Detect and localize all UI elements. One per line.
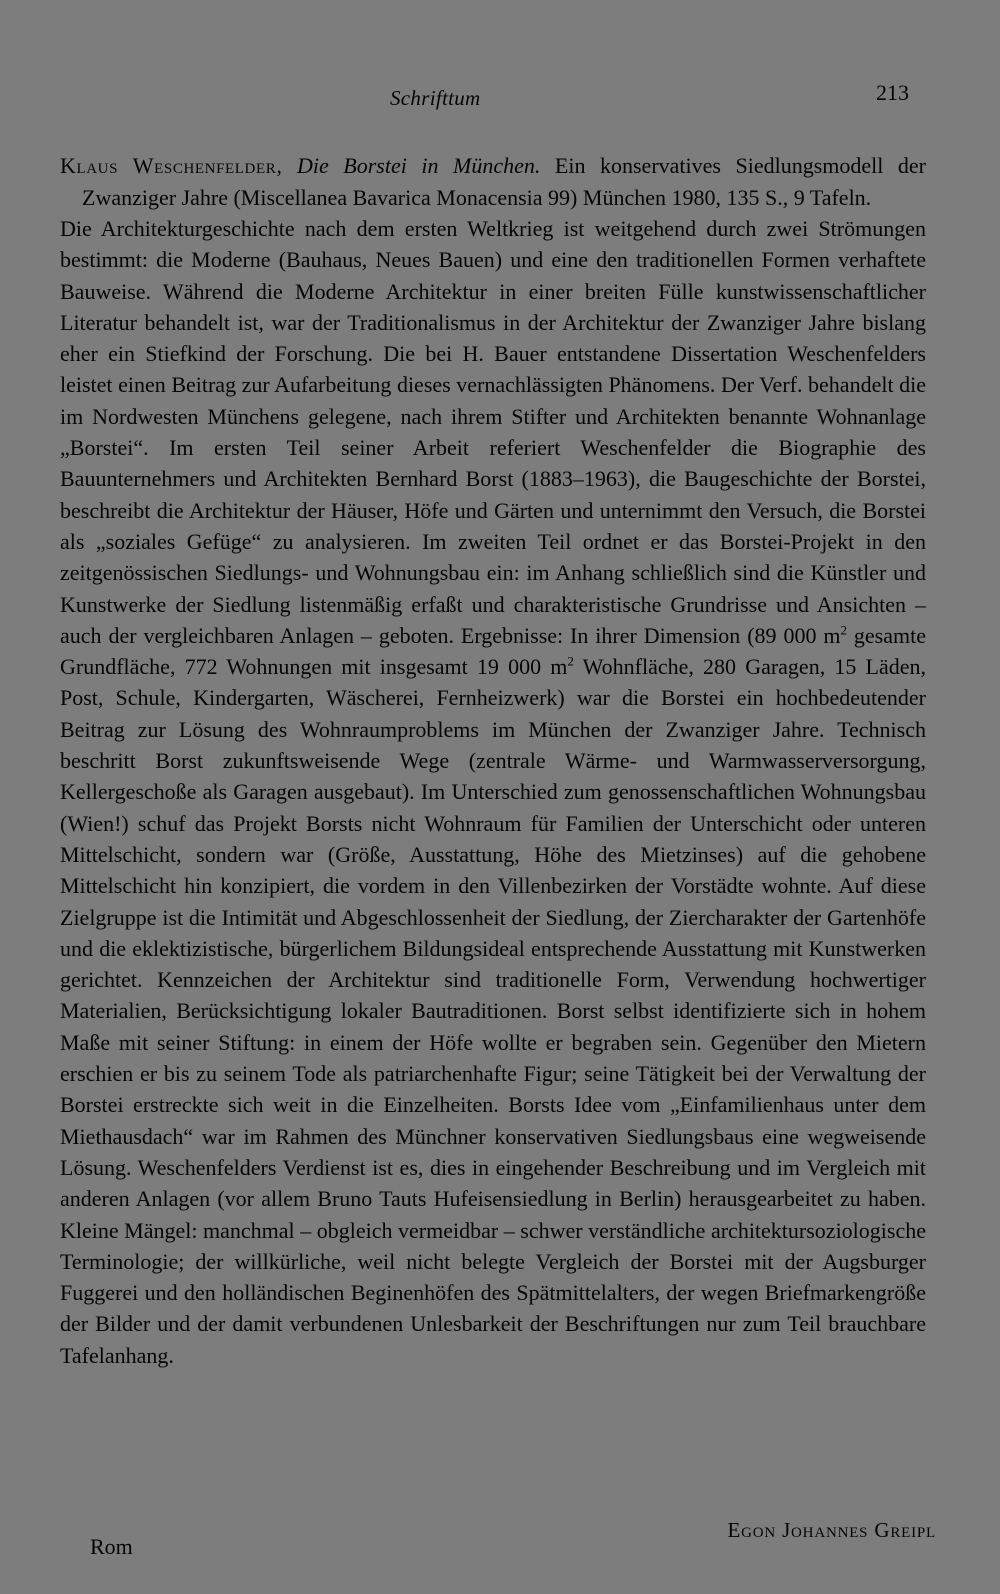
review-signature — [60, 1518, 936, 1559]
reviewer-location: Rom — [90, 1534, 133, 1559]
book-review — [60, 150, 926, 1371]
running-title: Schrifttum — [390, 86, 481, 110]
running-header — [0, 80, 1000, 116]
review-body-part-1: Die Architekturgeschichte nach dem ersten Weltkrieg ist weitgehend durch zwei Strömungen bestimmt: die Moderne (Bauhaus, Neues Bauen) und eine den traditionellen Formen verhaftete Bauweise. Während die Moderne Architektur in einer breiten Fülle kunstwissenschaftlicher Literatur behandelt ist, war der Traditionalismus in der Architektur der Zwanziger Jahre bislang eher ein Stiefkind der Forschung. Die bei H. Bauer entstandene Dissertation Weschenfelders leistet einen Beitrag zur Aufarbeitung dieses vernachlässigten Phänomens. Der Verf. behandelt die im Nordwesten Münchens gelegene, nach ihrem Stifter und Architekten benannte Wohnanlage „Borstei“. Im ersten Teil seiner Arbeit referiert Weschenfelder die Biographie des Bauunternehmers und Architekten Bernhard Borst (1883–1963), die Baugeschichte der Borstei, beschreibt die Architektur der Häuser, Höfe und Gärten und unternimmt den Versuch, die Borstei als „soziales Gefüge“ zu analysieren. Im zweiten Teil ordnet er das Borstei-Projekt in den zeitgenössischen Siedlungs- und Wohnungsbau ein: im Anhang schließlich sind die Künstler und Kunstwerke der Siedlung listenmäßig erfaßt und charakteristische Grundrisse und Ansichten – auch der vergleichbaren Anlagen – geboten. Ergebnisse: In ihrer Dimension (89 000 m — [60, 216, 926, 648]
review-body — [60, 213, 926, 1371]
page-number: 213 — [876, 80, 909, 105]
reviewer-name: Egon Johannes Greipl — [727, 1518, 936, 1542]
review-body-part-3: Wohnfläche, 280 Garagen, 15 Läden, Post, Schule, Kindergarten, Wäscherei, Fernheizwerk) war die Borstei ein hochbedeutender Beitrag zur Lösung des Wohnraumproblems im München der Zwanziger Jahre. Technisch beschritt Borst zukunftsweisende Wege (zentrale Wärme- und Warmwasserversorgung, Kellergeschoße als Garagen ausgebaut). Im Unterschied zum genossenschaftlichen Wohnungsbau (Wien!) schuf das Projekt Borsts nicht Wohnraum für Familien der Unterschicht oder unteren Mittelschicht, sondern war (Größe, Ausstattung, Höhe des Mietzinses) auf die gehobene Mittelschicht hin konzipiert, die vordem in den Villenbezirken der Vorstädte wohnte. Auf diese Zielgruppe ist die Intimität und Abgeschlossenheit der Siedlung, der Ziercharakter der Gartenhöfe und die eklektizistische, bürgerlichem Bildungsideal entsprechende Ausstattung mit Kunstwerken gerichtet. Kennzeichen der Architektur sind traditionelle Form, Verwendung hochwertiger Materialien, Berücksichtigung lokaler Bautraditionen. Borst selbst identifizierte sich in hohem Maße mit seiner Stiftung: in einem der Höfe wollte er begraben sein. Gegenüber den Mietern erschien er bis zu seinem Tode als patriarchenhafte Figur; seine Tätigkeit bei der Verwaltung der Borstei erstreckte sich weit in die Einzelheiten. Borsts Idee vom „Einfamilienhaus unter dem Miethausdach“ war im Rahmen des Münchner konservativen Siedlungsbaus eine wegweisende Lösung. Weschenfelders Verdienst ist es, dies in eingehender Beschreibung und im Vergleich mit anderen Anlagen (vor allem Bruno Tauts Hufeisensiedlung in Berlin) herausgearbeitet zu haben. Kleine Mängel: manchmal – obgleich vermeidbar – schwer verständliche architektursoziologische Terminologie; der willkürliche, weil nicht belegte Vergleich der Borstei mit der Augsburger Fuggerei und den holländischen Beginenhöfen des Spätmittelalters, der wegen Briefmarkengröße der Bilder und der damit verbundenen Unlesbarkeit der Beschriftungen nur zum Teil brauchbare Tafelanhang. — [60, 654, 926, 1368]
superscript-2: 2 — [567, 653, 574, 669]
superscript-2: 2 — [840, 622, 847, 638]
review-body-part-2: gesamte Grundfläche, 772 Wohnungen mit insgesamt 19 000 m — [60, 622, 926, 680]
bibliographic-citation — [60, 150, 926, 213]
citation-details: Ein konservatives Siedlungsmodell der Zwanziger Jahre (Miscellanea Bavarica Monacensia 99) München 1980, 135 S., 9 Tafeln. — [82, 153, 926, 210]
book-title: Die Borstei in München. — [297, 153, 541, 178]
review-author: Klaus Weschenfelder, — [60, 153, 283, 178]
